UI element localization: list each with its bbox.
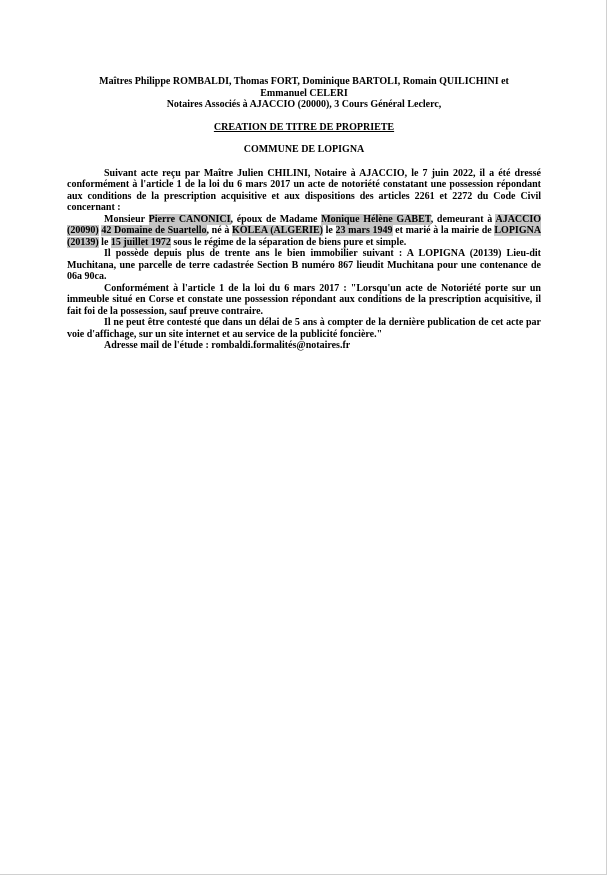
text: le bbox=[323, 225, 336, 236]
paragraph-email: Adresse mail de l'étude : rombaldi.formalités@notaires.fr bbox=[104, 340, 351, 351]
document-body bbox=[67, 76, 541, 352]
highlight-address: 42 Domaine de Suartello bbox=[101, 225, 207, 236]
paragraph-law: Conformément à l'article 1 de la loi du 6 mars 2017 : "Lorsqu'un acte de Notoriété porte sur un immeuble situé en Corse et constate une possession répondant aux conditions de la prescription acquisitive, il fait foi de la possession, sauf preuve contraire. bbox=[67, 282, 541, 317]
paragraph-property: Il possède depuis plus de trente ans le bien immobilier suivant : A LOPIGNA (20139) Lieu-dit Muchitana, une parcelle de terre cadastrée Section B numéro 867 lieudit Muchitana pour une contenance de 06a 90ca. bbox=[67, 248, 541, 282]
document-title: CREATION DE TITRE DE PROPRIETE bbox=[213, 121, 395, 133]
notaries-address: Notaires Associés à AJACCIO (20000), 3 Cours Général Leclerc, bbox=[166, 99, 442, 110]
paragraph-acte: Suivant acte reçu par Maître Julien CHILINI, Notaire à AJACCIO, le 7 juin 2022, il a été dressé conformément à l'article 1 de la loi du 6 mars 2017 un acte de notoriété constatant une possession répondant aux conditions de la prescription acquisitive et aux dispositions des articles 2261 et 2272 du Code Civil concernant : bbox=[67, 167, 541, 213]
highlight-birthplace: KOLEA (ALGERIE) bbox=[231, 225, 323, 236]
highlight-marriage-date: 15 juillet 1972 bbox=[110, 236, 171, 248]
highlight-birthdate: 23 mars 1949 bbox=[335, 225, 393, 236]
notaries-names: Maîtres Philippe ROMBALDI, Thomas FORT, Dominique BARTOLI, Romain QUILICHINI et Emmanuel CELERI bbox=[99, 76, 509, 99]
paragraph-contest: Il ne peut être contesté que dans un délai de 5 ans à compter de la dernière publication de cet acte par voie d'affichage, sur un site internet et au service de la publicité foncière." bbox=[67, 317, 541, 340]
highlight-marriage-place: LOPIGNA (20139) bbox=[67, 225, 542, 248]
text: , époux de Madame bbox=[230, 213, 322, 225]
text: et marié à la mairie de bbox=[392, 225, 495, 236]
highlight-spouse: Monique Hélène GABET bbox=[321, 213, 431, 225]
highlight-name: Pierre CANONICI bbox=[148, 213, 231, 225]
commune-heading: COMMUNE DE LOPIGNA bbox=[243, 144, 365, 155]
text: le bbox=[98, 236, 111, 248]
highlight-city: AJACCIO (20090) bbox=[67, 213, 542, 236]
text: , demeurant à bbox=[430, 213, 496, 225]
text: Monsieur bbox=[104, 213, 149, 225]
text: sous le régime de la séparation de biens pure et simple. bbox=[170, 236, 407, 248]
text: , né à bbox=[206, 225, 232, 236]
notaries-header bbox=[67, 76, 541, 111]
paragraph-owner bbox=[67, 214, 541, 249]
